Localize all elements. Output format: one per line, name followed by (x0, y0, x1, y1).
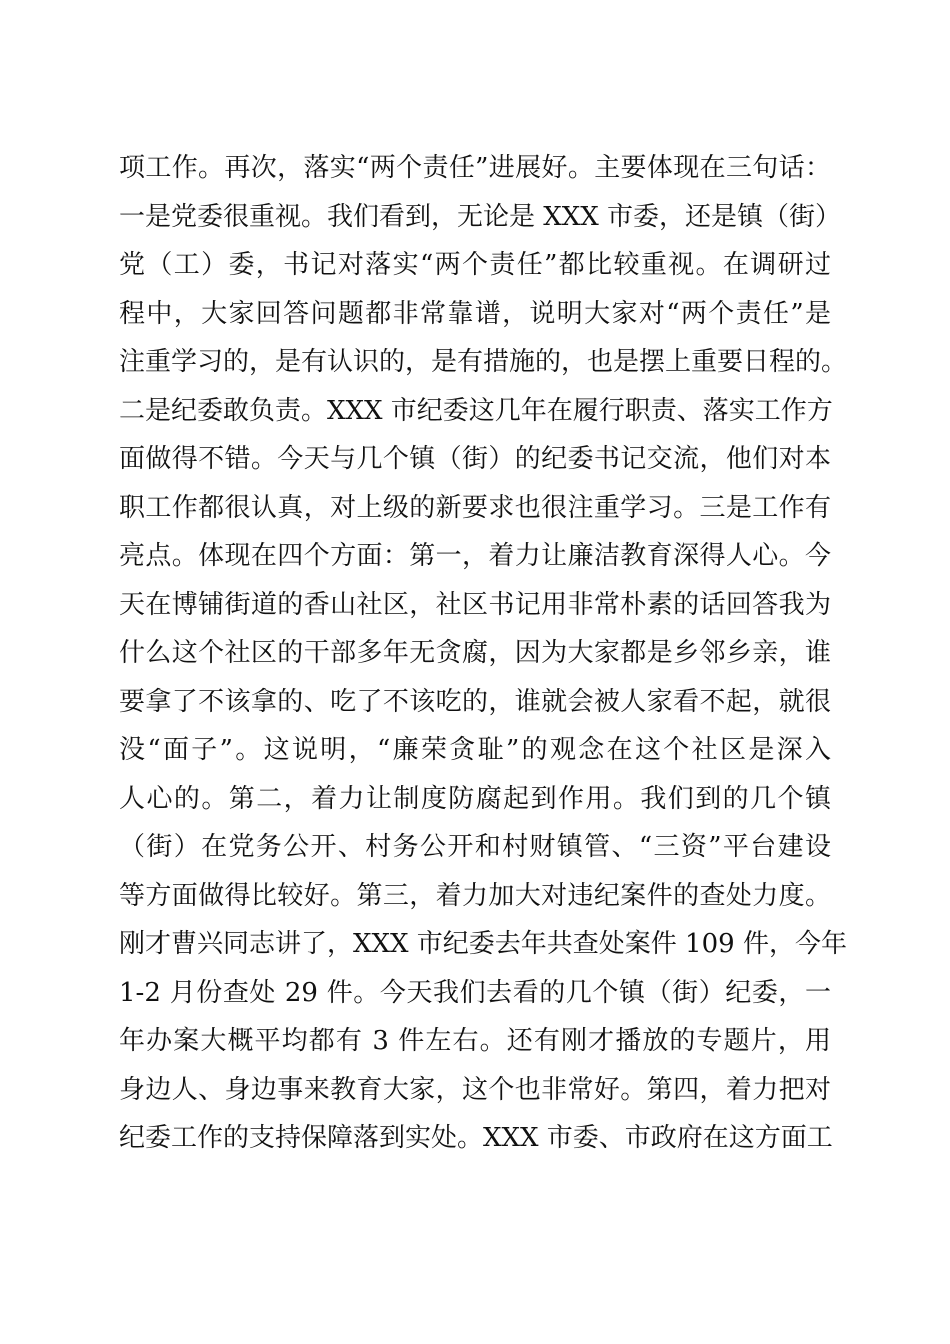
text-line: 什么这个社区的干部多年无贪腐，因为大家都是乡邻乡亲，谁 (119, 638, 831, 668)
text-line: 程中，大家回答问题都非常靠谱，说明大家对“两个责任”是 (119, 298, 831, 329)
text-line: 面做得不错。今天与几个镇（街）的纪委书记交流，他们对本 (119, 444, 831, 474)
text-line: 人心的。第二，着力让制度防腐起到作用。我们到的几个镇 (119, 783, 831, 814)
text-line: 身边人、身边事来教育大家，这个也非常好。第四，着力把对 (119, 1074, 831, 1105)
text-line: 等方面做得比较好。第三，着力加大对违纪案件的查处力度。 (119, 880, 831, 911)
text-line: 1-2 月份查处 29 件。今天我们去看的几个镇（街）纪委，一 (119, 977, 831, 1008)
text-line: 天在博铺街道的香山社区，社区书记用非常朴素的话回答我为 (119, 589, 831, 620)
text-line: 注重学习的，是有认识的，是有措施的，也是摆上重要日程的。 (119, 347, 848, 377)
text-line: 党（工）委，书记对落实“两个责任”都比较重视。在调研过 (119, 250, 831, 280)
text-line: 职工作都很认真，对上级的新要求也很注重学习。三是工作有 (119, 492, 831, 523)
text-line: 项工作。再次，落实“两个责任”进展好。主要体现在三句话： (119, 153, 831, 183)
text-line: （街）在党务公开、村务公开和村财镇管、“三资”平台建设 (119, 832, 831, 862)
text-line: 年办案大概平均都有 3 件左右。还有刚才播放的专题片，用 (119, 1026, 831, 1056)
text-line: 亮点。体现在四个方面：第一，着力让廉洁教育深得人心。今 (119, 541, 831, 571)
text-line: 要拿了不该拿的、吃了不该吃的，谁就会被人家看不起，就很 (119, 686, 831, 717)
body-text (119, 144, 848, 1163)
text-line: 纪委工作的支持保障落到实处。XXX 市委、市政府在这方面工 (119, 1123, 833, 1153)
text-line: 一是党委很重视。我们看到，无论是 XXX 市委，还是镇（街） (119, 201, 842, 232)
text-line: 二是纪委敢负责。XXX 市纪委这几年在履行职责、落实工作方 (119, 395, 833, 426)
text-line: 没“面子”。这说明，“廉荣贪耻”的观念在这个社区是深入 (119, 735, 831, 765)
text-line: 刚才曹兴同志讲了，XXX 市纪委去年共查处案件 109 件，今年 (119, 929, 847, 959)
